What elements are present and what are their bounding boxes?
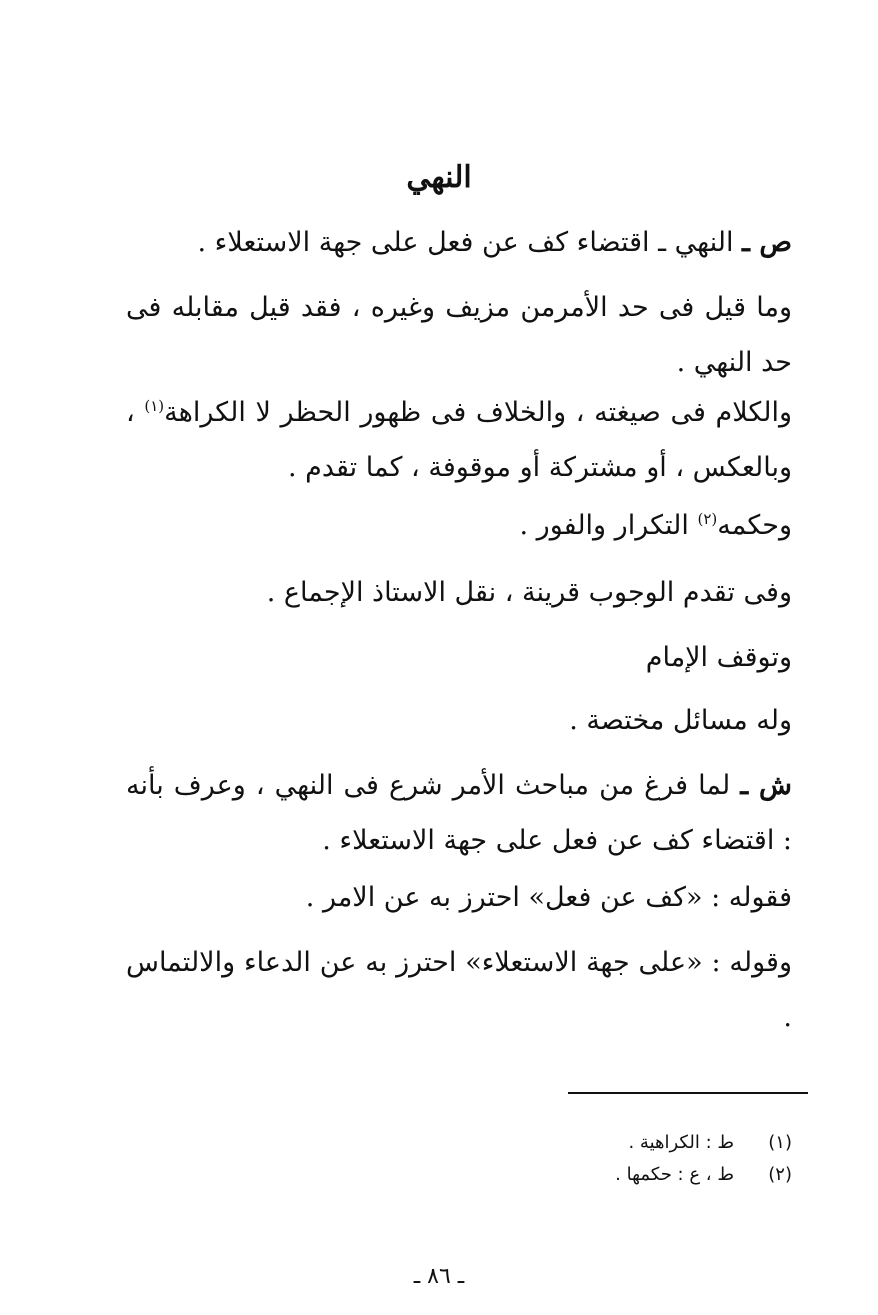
paragraph-qawluhu-1 [126, 870, 792, 925]
paragraph-text: ، وبالعكس ، أو مشتركة أو موقوفة ، كما تقدم . [126, 397, 792, 483]
paragraph-text: وفى تقدم الوجوب قرينة ، نقل الاستاذ الإجماع . [266, 577, 792, 608]
footnote-text: ط : الكراهية . [628, 1132, 734, 1153]
paragraph-label: ش ـ [740, 770, 792, 801]
paragraph-text: والكلام فى صيغته ، والخلاف فى ظهور الحظر لا الكراهة [164, 397, 793, 428]
paragraph-text: التكرار والفور . [519, 510, 698, 541]
footnote-text: ط ، ع : حكمها . [615, 1164, 734, 1185]
paragraph-imam [126, 630, 792, 685]
paragraph-amr-definition [126, 280, 792, 390]
footnote-separator [568, 1092, 808, 1094]
paragraph-text: وله مسائل مختصة . [569, 705, 792, 736]
paragraph-text: النهي ـ اقتضاء كف عن فعل على جهة الاستعلاء . [197, 227, 734, 258]
paragraph-qawluhu-2 [126, 935, 792, 1045]
footnote-ref: (٢) [697, 510, 718, 528]
paragraph-sigha [126, 385, 792, 495]
paragraph-text: وحكمه [717, 510, 792, 541]
paragraph-text: وما قيل فى حد الأمرمن مزيف وغيره ، فقد قيل مقابله فى حد النهي . [126, 292, 792, 378]
footnote-ref: (١) [144, 397, 165, 415]
paragraph-text: وتوقف الإمام [645, 642, 792, 673]
footnote-number: (١) [768, 1132, 792, 1153]
footnote [492, 1160, 792, 1190]
paragraph-definition [126, 215, 792, 270]
paragraph-masail [126, 693, 792, 748]
paragraph-label: ص ـ [742, 227, 792, 258]
paragraph-wujub [126, 565, 792, 620]
paragraph-sharh [126, 758, 792, 868]
section-title: النهي [406, 160, 472, 195]
paragraph-hukm [126, 498, 792, 553]
paragraph-text: لما فرغ من مباحث الأمر شرع فى النهي ، وعرف بأنه : اقتضاء كف عن فعل على جهة الاستعلاء . [126, 770, 792, 856]
footnote-number: (٢) [768, 1164, 792, 1185]
paragraph-text: فقوله : «كف عن فعل» احترز به عن الامر . [305, 882, 792, 913]
paragraph-text: وقوله : «على جهة الاستعلاء» احترز به عن الدعاء والالتماس . [126, 947, 792, 1033]
page-number: ـ ٨٦ ـ [413, 1264, 465, 1289]
footnote [492, 1128, 792, 1158]
